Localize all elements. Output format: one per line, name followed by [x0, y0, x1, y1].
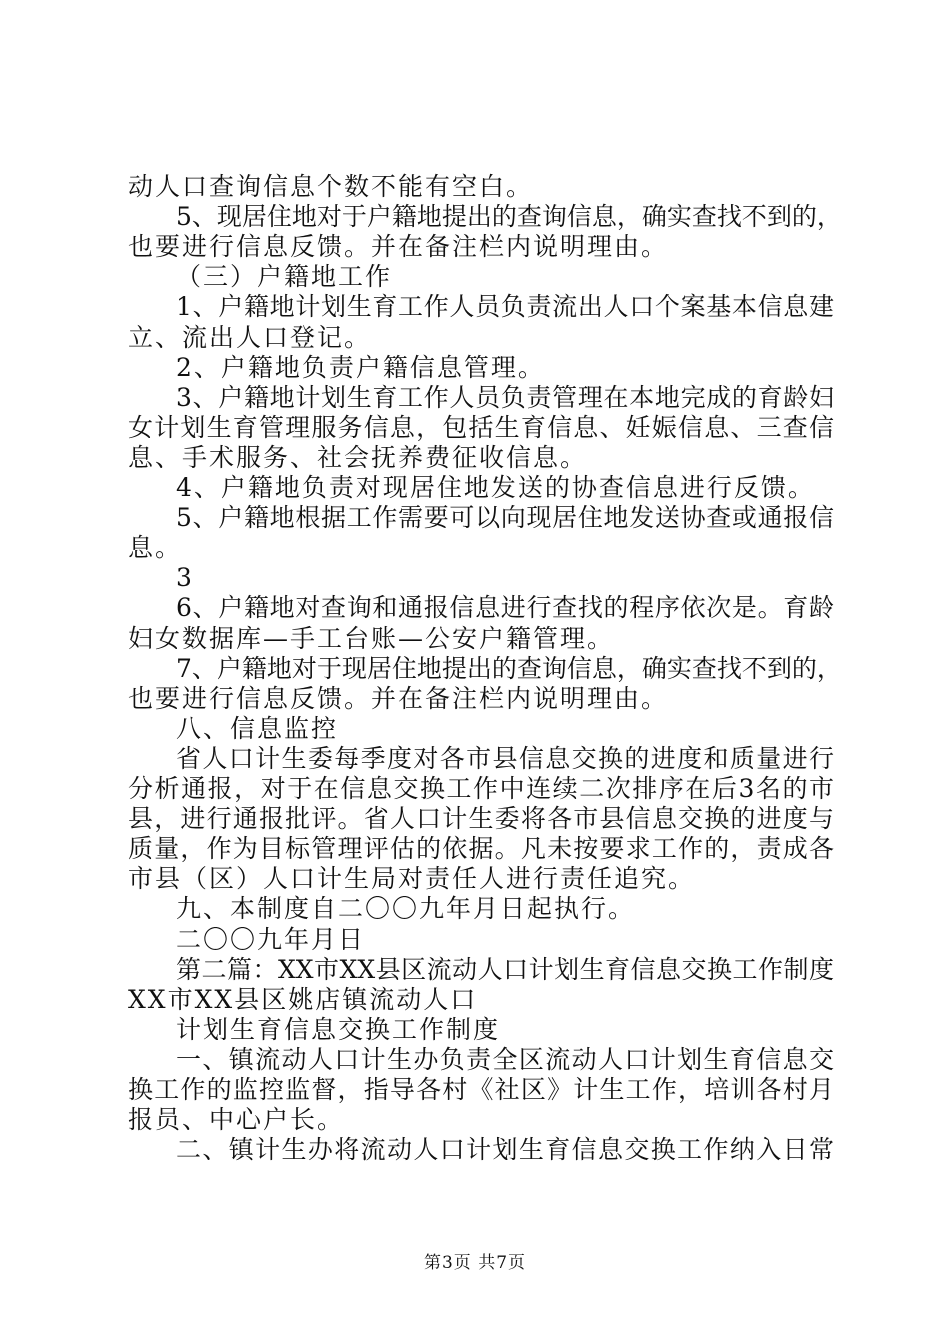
body-line-3: 也要进行信息反馈。并在备注栏内说明理由。 — [128, 232, 669, 261]
body-line-2: 5、现居住地对于户籍地提出的查询信息，确实查找不到的， — [176, 202, 842, 231]
body-line-21: 分析通报，对于在信息交换工作中连续二次排序在后3名的市 — [128, 774, 834, 803]
body-line-8: 3、户籍地计划生育工作人员负责管理在本地完成的育龄妇 — [176, 383, 834, 412]
body-line-33: 二、镇计生办将流动人口计划生育信息交换工作纳入日常 — [176, 1135, 834, 1164]
body-line-23: 质量，作为目标管理评估的依据。凡未按要求工作的，责成各 — [128, 834, 834, 863]
date-line: 二〇〇九年月日 — [176, 925, 366, 954]
body-line-24: 市县（区）人口计生局对责任人进行责任追究。 — [128, 864, 696, 893]
body-line-1: 动人口查询信息个数不能有空白。 — [128, 172, 534, 201]
body-line-10: 息、手术服务、社会抚养费征收信息。 — [128, 443, 588, 472]
body-line-18: 也要进行信息反馈。并在备注栏内说明理由。 — [128, 684, 669, 713]
body-line-31: 换工作的监控监督，指导各村《社区》计生工作，培训各村月 — [128, 1075, 834, 1104]
body-line-22: 县，进行通报批评。省人口计生委将各市县信息交换的进度与 — [128, 804, 834, 833]
body-line-6: 立、流出人口登记。 — [128, 323, 372, 352]
section-heading-3: （三）户籍地工作 — [176, 262, 393, 291]
body-line-32: 报员、中心户长。 — [128, 1105, 345, 1134]
body-line-16: 妇女数据库—手工台账—公安户籍管理。 — [128, 624, 615, 653]
chapter-subtitle-1: XX市XX县区姚店镇流动人口 — [128, 985, 478, 1014]
page-footer: 第3页 共7页 — [423, 1253, 527, 1273]
section-heading-8: 八、信息监控 — [176, 714, 339, 743]
body-line-7: 2、户籍地负责户籍信息管理。 — [176, 353, 545, 382]
chapter-subtitle-2: 计划生育信息交换工作制度 — [176, 1015, 501, 1044]
body-line-12: 5、户籍地根据工作需要可以向现居住地发送协查或通报信 — [176, 503, 834, 532]
body-line-17: 7、户籍地对于现居住地提出的查询信息，确实查找不到的， — [176, 654, 842, 683]
chapter-title: 第二篇：XX市XX县区流动人口计划生育信息交换工作制度 — [176, 955, 834, 984]
body-line-5: 1、户籍地计划生育工作人员负责流出人口个案基本信息建 — [176, 292, 834, 321]
body-line-15: 6、户籍地对查询和通报信息进行查找的程序依次是。育龄 — [176, 593, 834, 622]
body-line-25: 九、本制度自二〇〇九年月日起执行。 — [176, 894, 636, 923]
body-line-11: 4、户籍地负责对现居住地发送的协查信息进行反馈。 — [176, 473, 815, 502]
body-line-13: 息。 — [128, 533, 183, 562]
body-line-30: 一、镇流动人口计生办负责全区流动人口计划生育信息交 — [176, 1045, 834, 1074]
body-line-9: 女计划生育管理服务信息，包括生育信息、妊娠信息、三查信 — [128, 413, 834, 442]
inline-page-number: 3 — [176, 563, 194, 592]
body-line-20: 省人口计生委每季度对各市县信息交换的进度和质量进行 — [176, 744, 834, 773]
